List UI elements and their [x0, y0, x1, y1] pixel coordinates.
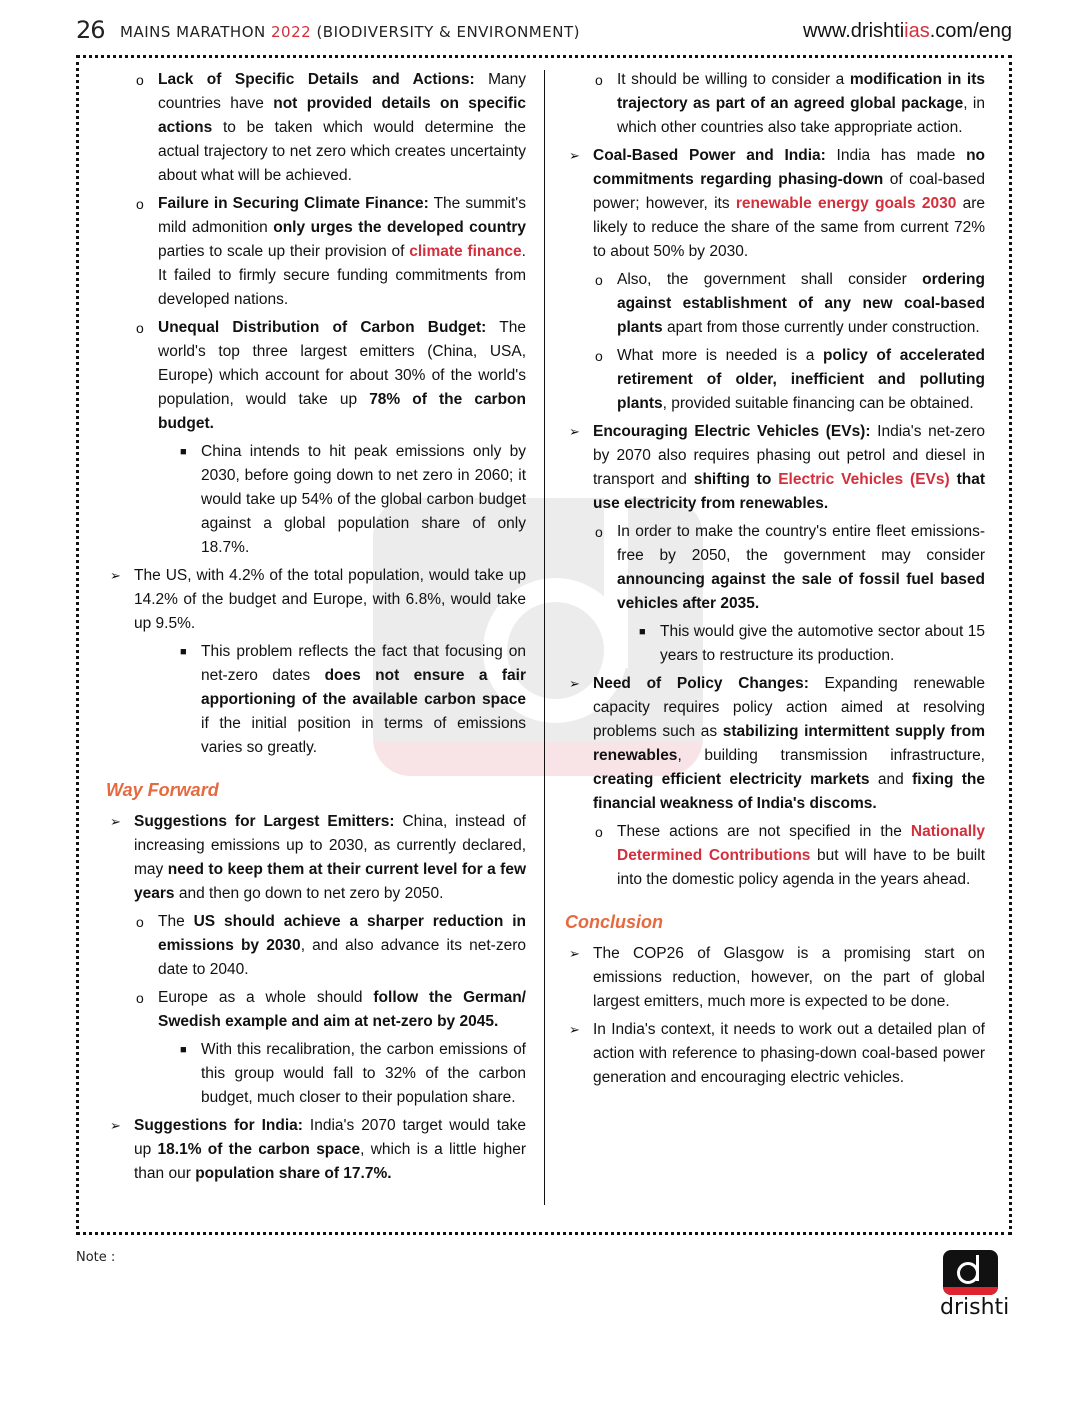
- list-item: [96, 986, 526, 1034]
- list-item: [96, 564, 526, 636]
- drishti-logo: [940, 1250, 1012, 1320]
- body-text: and: [869, 771, 913, 788]
- body-text: China, instead of increasing emissions up to 2030, as currently declared, may: [134, 813, 526, 878]
- body-text: India has made: [825, 147, 967, 164]
- body-text: parties to scale up their provision of: [158, 243, 410, 260]
- bold-text: announcing against the sale of fossil fuel based vehicles after 2035.: [617, 571, 985, 612]
- bold-text: only urges the developed country: [273, 219, 527, 236]
- body-text: These actions are not specified in the: [617, 823, 911, 840]
- bold-text: Unequal Distribution of Carbon Budget:: [158, 319, 487, 336]
- list-item: [555, 420, 985, 516]
- highlight-text: Nationally Determined Contributions: [617, 823, 985, 864]
- body-text: if the initial position in terms of emissions varies so greatly.: [201, 715, 526, 756]
- body-text: In order to make the country's entire fleet emissions-free by 2050, the government may consider: [617, 523, 985, 564]
- left-column: [96, 68, 526, 1190]
- series-title-main: MAINS MARATHON: [120, 23, 271, 41]
- body-text: , building transmission infrastructure,: [677, 747, 985, 764]
- body-text: It should be willing to consider a: [617, 71, 850, 88]
- body-text: Also, the government shall consider: [617, 271, 923, 288]
- series-subtitle: (BIODIVERSITY & ENVIRONMENT): [311, 23, 580, 41]
- column-divider: [544, 70, 545, 1205]
- page-header: [76, 16, 1012, 46]
- circle-bullet-icon: o: [136, 914, 144, 930]
- body-text: This would give the automotive sector about 15 years to restructure its production.: [660, 623, 985, 664]
- arrow-bullet-icon: ➢: [110, 1118, 121, 1133]
- body-text: are likely to reduce the share of the same from current 72% to about 50% by 2030.: [593, 195, 986, 260]
- body-text: Europe as a whole should: [158, 989, 374, 1006]
- bold-text: ordering against establishment of any new coal-based plants: [617, 271, 985, 336]
- bold-text: Suggestions for Largest Emitters:: [134, 813, 395, 830]
- body-text: What more is needed is a: [617, 347, 824, 364]
- body-text: apart from those currently under construction.: [662, 319, 980, 336]
- body-text: The summit's mild admonition: [158, 195, 526, 236]
- bold-text: fixing the financial weakness of India's discoms.: [593, 771, 985, 812]
- note-label: Note :: [76, 1250, 116, 1265]
- body-text: of coal-based power; however, its: [593, 171, 985, 212]
- body-text: , which is a little higher than our: [134, 1141, 526, 1182]
- body-text: In India's context, it needs to work out a detailed plan of action with reference to phasing-down coal-based power generation and encouraging electric vehicles.: [593, 1021, 985, 1086]
- logo-text: drishti: [940, 1295, 1010, 1320]
- logo-stem: [976, 1255, 979, 1281]
- circle-bullet-icon: o: [595, 824, 603, 840]
- arrow-bullet-icon: ➢: [569, 148, 580, 163]
- site-url-link[interactable]: [803, 20, 1012, 43]
- list-item: [96, 810, 526, 906]
- way-forward-list: [96, 810, 526, 1186]
- list-item: [96, 68, 526, 188]
- list-item: [555, 144, 985, 264]
- right-column: [555, 68, 985, 1094]
- list-item: [96, 1038, 526, 1110]
- conclusion-heading: Conclusion: [565, 912, 663, 932]
- list-item: [555, 268, 985, 340]
- circle-bullet-icon: o: [136, 990, 144, 1006]
- bold-text: Suggestions for India:: [134, 1117, 303, 1134]
- arrow-bullet-icon: ➢: [569, 424, 580, 439]
- url-suffix: .com/eng: [929, 20, 1012, 42]
- list-item: [555, 620, 985, 668]
- highlight-text: climate finance: [409, 243, 522, 260]
- body-text: With this recalibration, the carbon emissions of this group would fall to 32% of the carbon budget, much closer to their population share.: [201, 1041, 526, 1106]
- bold-text: shifting to: [693, 471, 779, 488]
- bold-text: policy of accelerated retirement of older, inefficient and polluting plants: [617, 347, 986, 412]
- bold-text: no commitments regarding phasing-down: [593, 147, 985, 188]
- body-text: The COP26 of Glasgow is a promising start on emissions reduction, however, on the part of global largest emitters, much more is expected to be done.: [593, 945, 985, 1010]
- body-text: to be taken which would determine the actual trajectory to net zero which creates uncertainty about what will be achieved.: [158, 119, 526, 184]
- circle-bullet-icon: o: [136, 320, 144, 336]
- bold-text: does not ensure a fair apportioning of the available carbon space: [201, 667, 526, 708]
- bold-text: follow the German/ Swedish example and aim at net-zero by 2045.: [158, 989, 526, 1030]
- bold-text: Need of Policy Changes:: [593, 675, 809, 692]
- left-column-list: [96, 68, 526, 760]
- bold-text: not provided details on specific actions: [158, 95, 526, 136]
- logo-red-band: [943, 1287, 998, 1295]
- body-text: , provided suitable financing can be obtained.: [662, 395, 974, 412]
- bold-text: creating efficient electricity markets: [593, 771, 870, 788]
- arrow-bullet-icon: ➢: [569, 676, 580, 691]
- series-year: 2022: [271, 23, 312, 41]
- circle-bullet-icon: o: [136, 72, 144, 88]
- body-text: Many countries have: [158, 71, 526, 112]
- list-item: [96, 640, 526, 760]
- circle-bullet-icon: o: [595, 72, 603, 88]
- body-text: The world's top three largest emitters (China, USA, Europe) which account for about 30% of the world's population, would take up: [158, 319, 526, 408]
- bold-text: Failure in Securing Climate Finance:: [158, 195, 429, 212]
- body-text: , in which other countries also take appropriate action.: [617, 95, 985, 136]
- list-item: [555, 820, 985, 892]
- bold-text: Lack of Specific Details and Actions:: [158, 71, 475, 88]
- circle-bullet-icon: o: [136, 196, 144, 212]
- circle-bullet-icon: o: [595, 272, 603, 288]
- page-number: 26: [76, 16, 105, 44]
- conclusion-list: [555, 942, 985, 1090]
- bold-text: population share of 17.7%.: [195, 1165, 392, 1182]
- bold-text: need to keep them at their current level for a few years: [134, 861, 526, 902]
- arrow-bullet-icon: ➢: [569, 1022, 580, 1037]
- square-bullet-icon: ■: [639, 626, 646, 638]
- body-text: . It failed to firmly secure funding commitments from developed nations.: [158, 243, 526, 308]
- square-bullet-icon: ■: [180, 1044, 187, 1056]
- way-forward-heading: Way Forward: [106, 780, 219, 800]
- right-column-list: [555, 68, 985, 892]
- url-prefix: www.drishti: [803, 20, 905, 42]
- body-text: but will have to be built into the domestic policy agenda in the years ahead.: [617, 847, 986, 888]
- list-item: [96, 440, 526, 560]
- bold-text: stabilizing intermittent supply from renewables: [593, 723, 985, 764]
- list-item: [96, 1114, 526, 1186]
- body-text: , and also advance its net-zero date to 2040.: [158, 937, 526, 978]
- square-bullet-icon: ■: [180, 646, 187, 658]
- list-item: [555, 1018, 985, 1090]
- arrow-bullet-icon: ➢: [569, 946, 580, 961]
- square-bullet-icon: ■: [180, 446, 187, 458]
- series-title: [120, 23, 580, 41]
- body-text: India's 2070 target would take up: [134, 1117, 526, 1158]
- bold-text: Encouraging Electric Vehicles (EVs):: [593, 423, 871, 440]
- list-item: [555, 68, 985, 140]
- bold-text: Coal-Based Power and India:: [593, 147, 826, 164]
- list-item: [96, 910, 526, 982]
- body-text: The US, with 4.2% of the total population, would take up 14.2% of the budget and Europe, with 6.8%, would take up 9.5%.: [134, 567, 526, 632]
- bold-text: US should achieve a sharper reduction in emissions by 2030: [158, 913, 527, 954]
- body-text: Expanding renewable capacity requires policy action aimed at resolving problems such as: [593, 675, 985, 740]
- list-item: [555, 942, 985, 1014]
- arrow-bullet-icon: ➢: [110, 568, 121, 583]
- body-text: China intends to hit peak emissions only by 2030, before going down to net zero in 2060; it would take up 54% of the global carbon budget against a global population share of only 18.7%.: [201, 443, 526, 556]
- highlight-text: Electric Vehicles (EVs): [778, 471, 950, 488]
- bold-text: 78% of the carbon budget.: [158, 391, 526, 432]
- drishti-d-logo-icon: [943, 1250, 998, 1295]
- list-item: [555, 520, 985, 616]
- list-item: [555, 672, 985, 816]
- bold-text: that use electricity from renewables.: [593, 471, 985, 512]
- url-accent: ias: [904, 20, 930, 42]
- body-text: India's net-zero by 2070 also requires phasing out petrol and diesel in transport and: [593, 423, 985, 488]
- body-text: The: [158, 913, 194, 930]
- list-item: [96, 316, 526, 436]
- highlight-text: renewable energy goals 2030: [735, 195, 957, 212]
- circle-bullet-icon: o: [595, 524, 603, 540]
- body-text: and then go down to net zero by 2050.: [174, 885, 444, 902]
- bold-text: 18.1% of the carbon space: [157, 1141, 361, 1158]
- list-item: [96, 192, 526, 312]
- circle-bullet-icon: o: [595, 348, 603, 364]
- arrow-bullet-icon: ➢: [110, 814, 121, 829]
- list-item: [555, 344, 985, 416]
- bold-text: modification in its trajectory as part of an agreed global package: [617, 71, 985, 112]
- body-text: This problem reflects the fact that focusing on net-zero dates: [201, 643, 526, 684]
